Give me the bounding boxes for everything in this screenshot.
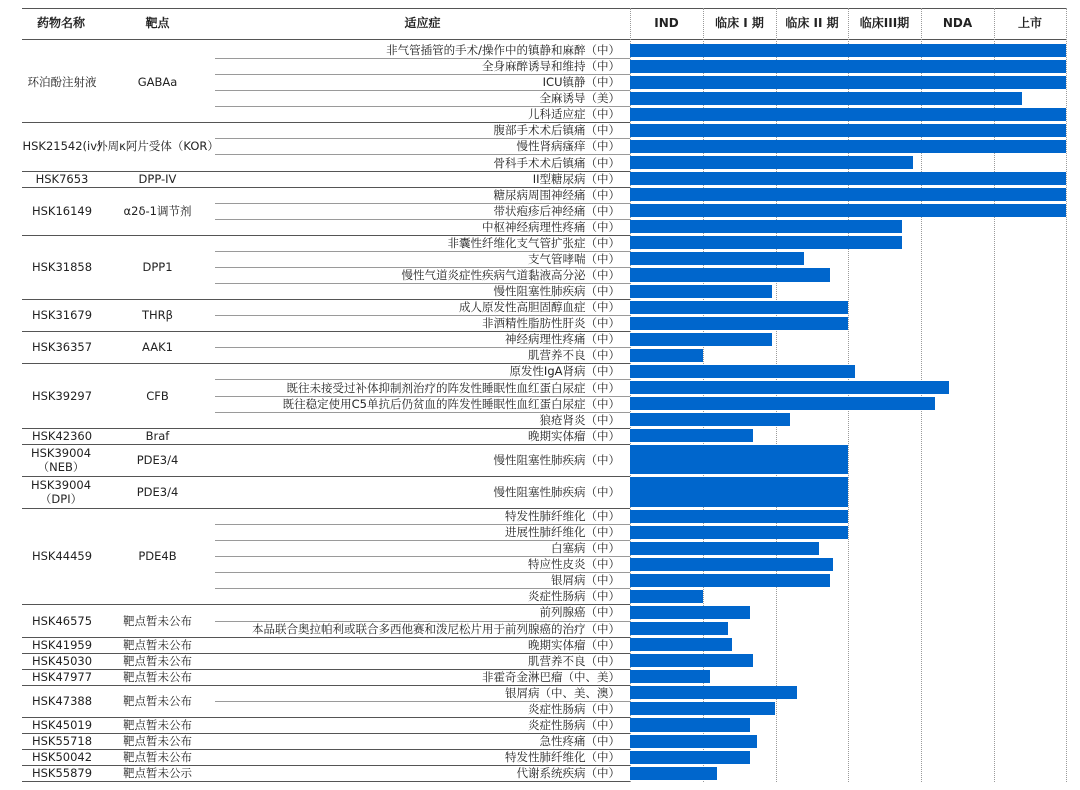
- progress-bar: [630, 654, 753, 667]
- indication-label: 慢性气道炎症性疾病气道黏液高分泌（中）: [401, 268, 620, 282]
- target-name: GABAa: [137, 75, 178, 90]
- indication-label: 白塞病（中）: [551, 541, 620, 556]
- progress-bar: [630, 606, 750, 619]
- progress-bar: [630, 252, 804, 265]
- target-name: 靶点暂未公布: [123, 669, 192, 684]
- column-header-4: 临床 I 期: [715, 16, 764, 30]
- indication-label: 进展性肺纤维化（中）: [505, 525, 620, 540]
- drug-name: HSK50042: [31, 750, 93, 765]
- drug-name: HSK31679: [31, 308, 93, 323]
- progress-bar: [630, 558, 833, 571]
- progress-bar: [630, 510, 848, 523]
- target-name: 靶点暂未公布: [123, 734, 192, 749]
- indication-label: 慢性阻塞性肺疾病（中）: [493, 284, 620, 299]
- drug-name: HSK45019: [31, 717, 93, 732]
- progress-bar: [630, 301, 848, 314]
- progress-bar: [630, 124, 1066, 137]
- target-name: 靶点暂未公布: [123, 613, 192, 628]
- indication-label: 肌营养不良（中）: [528, 348, 620, 363]
- indication-label: 原发性IgA肾病（中）: [509, 364, 620, 379]
- progress-bar: [630, 317, 848, 330]
- indication-label: 慢性阻塞性肺疾病（中）: [493, 452, 620, 467]
- progress-bar: [630, 542, 819, 555]
- target-name: 外周κ阿片受体（KOR）: [96, 139, 219, 154]
- indication-label: 非霍奇金淋巴瘤（中、美）: [482, 669, 620, 684]
- progress-bar: [630, 76, 1066, 89]
- indication-label: 中枢神经病理性疼痛（中）: [482, 219, 620, 234]
- column-header-6: 临床III期: [859, 16, 910, 30]
- progress-bar: [630, 397, 935, 410]
- indication-label: 全麻诱导（美）: [539, 91, 620, 106]
- indication-label: II型糖尿病（中）: [532, 171, 620, 186]
- indication-label: ICU镇静（中）: [542, 75, 620, 90]
- progress-bar: [630, 526, 848, 539]
- indication-label: 银屑病（中、美、澳）: [505, 685, 620, 700]
- target-name: 靶点暂未公示: [123, 766, 192, 781]
- drug-name: HSK31858: [31, 259, 93, 274]
- indication-label: 腹部手术术后镇痛（中）: [493, 123, 620, 138]
- target-name: THRβ: [141, 308, 173, 323]
- drug-name: 环泊酚注射液: [27, 75, 97, 90]
- target-name: Braf: [145, 428, 170, 443]
- progress-bar: [630, 220, 902, 233]
- indication-label: 非囊性纤维化支气管扩张症（中）: [447, 235, 620, 250]
- target-name: PDE3/4: [136, 452, 179, 467]
- target-name: 靶点暂未公布: [123, 653, 192, 668]
- progress-bar: [630, 686, 797, 699]
- drug-name: HSK16149: [31, 203, 93, 218]
- progress-bar: [630, 638, 732, 651]
- progress-bar: [630, 44, 1066, 57]
- indication-label: 带状疱疹后神经痛（中）: [493, 203, 620, 218]
- indication-label: 非酒精性脂肪性肝炎（中）: [482, 316, 620, 331]
- drug-name: HSK47977: [31, 669, 93, 684]
- indication-label: 支气管哮喘（中）: [528, 251, 620, 266]
- progress-bar: [630, 156, 913, 169]
- drug-name: HSK39004（DPI）: [30, 477, 92, 506]
- progress-bar: [630, 236, 902, 249]
- indication-label: 代谢系统疾病（中）: [516, 766, 620, 781]
- drug-name: HSK39297: [31, 388, 93, 403]
- drug-name: HSK36357: [31, 340, 93, 355]
- target-name: PDE3/4: [136, 484, 179, 499]
- group-divider: [22, 781, 630, 782]
- drug-name: HSK7653: [35, 171, 89, 186]
- column-header-3: IND: [654, 16, 679, 30]
- indication-label: 骨科手术术后镇痛（中）: [493, 155, 620, 170]
- indication-label: 儿科适应症（中）: [528, 107, 620, 122]
- indication-label: 特发性肺纤维化（中）: [505, 750, 620, 765]
- drug-name: HSK55879: [31, 766, 93, 781]
- progress-bar: [630, 735, 757, 748]
- progress-bar: [630, 590, 703, 603]
- indication-label: 非气管插管的手术/操作中的镇静和麻醉（中）: [386, 43, 620, 58]
- drug-name: HSK46575: [31, 613, 93, 628]
- target-name: DPP1: [142, 259, 173, 274]
- indication-label: 前列腺癌（中）: [539, 605, 620, 620]
- indication-label: 银屑病（中）: [551, 573, 620, 588]
- indication-label: 既往未接受过补体抑制剂治疗的阵发性睡眠性血红蛋白尿症（中）: [286, 380, 620, 395]
- target-name: CFB: [146, 388, 169, 403]
- progress-bar: [630, 413, 790, 426]
- target-name: 靶点暂未公布: [123, 717, 192, 732]
- indication-label: 神经病理性疼痛（中）: [505, 332, 620, 347]
- target-name: 靶点暂未公布: [123, 750, 192, 765]
- indication-label: 全身麻醉诱导和维持（中）: [482, 59, 620, 74]
- progress-bar: [630, 188, 1066, 201]
- progress-bar: [630, 108, 1066, 121]
- progress-bar: [630, 285, 772, 298]
- indication-label: 肌营养不良（中）: [528, 653, 620, 668]
- target-name: α2δ-1调节剂: [123, 203, 192, 218]
- indication-label: 炎症性肠病（中）: [528, 717, 620, 732]
- progress-bar: [630, 365, 855, 378]
- progress-bar: [630, 702, 775, 715]
- progress-bar: [630, 140, 1066, 153]
- header-top-line: [22, 8, 1066, 9]
- progress-bar: [630, 767, 717, 780]
- drug-name: HSK45030: [31, 653, 93, 668]
- target-name: PDE4B: [138, 549, 177, 564]
- column-header-0: 药物名称: [36, 16, 85, 30]
- progress-bar: [630, 445, 848, 474]
- indication-label: 炎症性肠病（中）: [528, 701, 620, 716]
- column-header-8: 上市: [1017, 16, 1042, 30]
- indication-label: 慢性肾病瘙痒（中）: [516, 139, 620, 154]
- progress-bar: [630, 429, 753, 442]
- drug-name: HSK42360: [31, 428, 93, 443]
- indication-label: 既往稳定使用C5单抗后仍贫血的阵发性睡眠性血红蛋白尿症（中）: [282, 396, 620, 411]
- progress-bar: [630, 349, 703, 362]
- indication-label: 慢性阻塞性肺疾病（中）: [493, 484, 620, 499]
- indication-label: 成人原发性高胆固醇血症（中）: [459, 300, 620, 315]
- drug-name: HSK55718: [31, 734, 93, 749]
- progress-bar: [630, 204, 1066, 217]
- drug-name: HSK39004（NEB）: [30, 445, 92, 474]
- progress-bar: [630, 333, 772, 346]
- progress-bar: [630, 477, 848, 506]
- target-name: 靶点暂未公布: [123, 693, 192, 708]
- drug-name: HSK41959: [31, 637, 93, 652]
- indication-label: 特发性肺纤维化（中）: [505, 509, 620, 524]
- progress-bar: [630, 670, 710, 683]
- column-header-7: NDA: [942, 16, 973, 30]
- progress-bar: [630, 60, 1066, 73]
- indication-label: 狼疮肾炎（中）: [539, 412, 620, 427]
- indication-label: 糖尿病周围神经痛（中）: [493, 187, 620, 202]
- column-header-2: 适应症: [404, 16, 441, 30]
- progress-bar: [630, 172, 1066, 185]
- column-header-1: 靶点: [145, 16, 170, 30]
- drug-name: HSK44459: [31, 549, 93, 564]
- column-header-5: 临床 II 期: [785, 16, 839, 30]
- stage-gridline-8: [1066, 8, 1067, 782]
- header-bottom-line: [22, 39, 1066, 40]
- drug-name: HSK47388: [31, 693, 93, 708]
- indication-label: 炎症性肠病（中）: [528, 589, 620, 604]
- indication-label: 晚期实体瘤（中）: [528, 428, 620, 443]
- indication-label: 急性疼痛（中）: [539, 734, 620, 749]
- indication-label: 晚期实体瘤（中）: [528, 637, 620, 652]
- progress-bar: [630, 574, 830, 587]
- target-name: DPP-IV: [138, 171, 177, 186]
- progress-bar: [630, 718, 750, 731]
- progress-bar: [630, 751, 750, 764]
- progress-bar: [630, 622, 728, 635]
- progress-bar: [630, 381, 949, 394]
- progress-bar: [630, 268, 830, 281]
- drug-name: HSK21542(iv): [22, 139, 102, 154]
- indication-label: 特应性皮炎（中）: [528, 557, 620, 572]
- progress-bar: [630, 92, 1022, 105]
- target-name: AAK1: [142, 340, 173, 355]
- target-name: 靶点暂未公布: [123, 637, 192, 652]
- indication-label: 本品联合奥拉帕利或联合多西他赛和泼尼松片用于前列腺癌的治疗（中）: [252, 621, 620, 636]
